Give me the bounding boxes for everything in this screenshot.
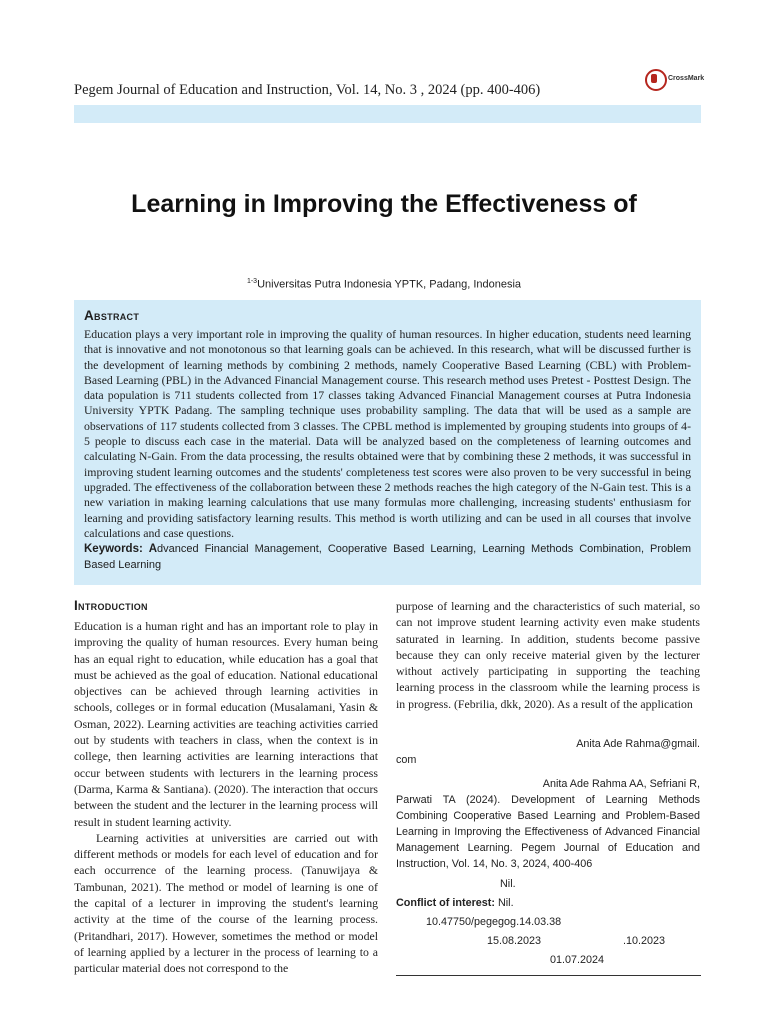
keywords-label: Keywords:	[84, 543, 143, 556]
dates-row	[396, 933, 700, 949]
affiliation	[0, 278, 768, 291]
abstract-text: Education plays a very important role in improving the quality of human resources. In higher education, students need learning that is innovative and not monotonous so that learning goals can be achieved. In this research, what will be discussed further is the development of learning methods by combining 2 methods, namely Cooperative Based Learning (CBL) with Problem-Based Learning (PBL) in the Advanced Financial Management course. This research method uses Pretest - Posttest Design. The data population is 711 students collected from 17 classes taking Advanced Financial Management courses at Putra Indonesia University YPTK Padang. The sampling technique uses probability sampling. The data that will be used as a sample are observations of 117 students collected from 3 classes. The CPBL method is implemented by grouping students into groups of 4-5 people to discuss each case in the material. Data will be analyzed based on the completeness of learning outcomes and calculating N-Gain. From the data processing, the results obtained were that by combining these 2 methods, it was successful in improving student learning outcomes and the students' completeness test scores were also proven to be very successful in being upgraded. The effectiveness of the collaboration between these 2 methods reaches the high category of the N-Gain test. This is a new variation in making learning calculations that use many formulas more challenging, increasing students' enthusiasm for learning and providing satisfactory learning results. This method is worth utilizing and can be used in all courses that involve calculations and case questions.	[84, 327, 691, 540]
conflict-of-interest	[396, 895, 700, 911]
right-column	[396, 598, 700, 968]
citation-text: Parwati TA (2024). Development of Learning Methods Combining Cooperative Based Learning and Problem-Based Learning in Improving the Effectiveness of Advanced Financial Management Learning. Pegem Journal of Education and Instruction, Vol. 14, No. 3, 2024, 400-406	[396, 794, 700, 871]
left-column	[74, 598, 378, 977]
article-footnote	[396, 736, 700, 968]
funding-value: Nil.	[500, 878, 516, 891]
doi[interactable]: 10.47750/pegegog.14.03.38	[426, 916, 562, 929]
article-title: Learning in Improving the Effectiveness of	[131, 190, 637, 218]
abstract-box	[74, 300, 701, 585]
conflict-label: Conflict of interest:	[396, 897, 495, 910]
affiliation-text: Universitas Putra Indonesia YPTK, Padang, Indonesia	[257, 278, 522, 291]
introduction-paragraph-1: Education is a human right and has an important role to play in improving the quality of human resources. Every human being has an equal right to education, while education has a goal that must be achieved as the goal of education. National educational objectives can be achieved through learning activities in schools, colleges or in formal education (Musalamani, Yasin & Osman, 2022). Learning activities are teaching activities carried out by students with teachers in class, when the context is in college, then learning activities are learning interactions that occur between students with lecturers in the learning process (Darma, Karma & Santiana). (2020). The interaction that occurs between the student and the lecturer in the learning process will result in student learning activity.	[74, 619, 378, 829]
header-band	[74, 105, 701, 123]
conflict-value: Nil.	[497, 897, 514, 910]
citation-line-1: Anita Ade Rahma AA, Sefriani R,	[542, 778, 700, 791]
footnote-divider	[396, 975, 701, 976]
introduction-paragraph-3: purpose of learning and the characteristics of such material, so can not improve student learning activity even make students saturated in learning. In addition, students become passive because they can only receive material given by the lecturer without actively participating in supporting the teaching learning process in the classroom while the learning process is in progress. (Febrilia, dkk, 2020). As a result of the application	[396, 599, 700, 711]
revised-date: .10.2023	[623, 935, 666, 948]
keywords-first-letter: A	[148, 543, 157, 556]
affiliation-superscript: 1-3	[246, 278, 258, 285]
keywords	[84, 541, 691, 574]
journal-header: Pegem Journal of Education and Instruction, Vol. 14, No. 3 , 2024 (pp. 400-406)	[74, 82, 541, 98]
crossmark-label: CrossMark	[668, 75, 705, 82]
abstract-heading: Abstract	[84, 308, 140, 323]
crossmark-badge[interactable]	[645, 69, 703, 95]
crossmark-icon-mark	[651, 74, 657, 83]
keywords-text: dvanced Financial Management, Cooperative Based Learning, Learning Methods Combination, Problem Based Learning	[84, 543, 691, 572]
received-date: 15.08.2023	[487, 935, 542, 948]
accepted-date: 01.07.2024	[550, 954, 605, 967]
email-line-1[interactable]: Anita Ade Rahma@gmail.	[576, 738, 700, 751]
introduction-paragraph-2: Learning activities at universities are carried out with different methods or models for each level of education and for each occurrence of the learning process. (Tanuwijaya & Tambunan, 2021). The method or model of learning is one of the capital of a lecturer in improving the student's learning activity at the time of the course of the learning process. (Pritandhari, 2017). However, sometimes the method or model of learning applied by a lecturer in the process of learning to a particular material does not correspond to the	[74, 830, 378, 976]
email-line-2[interactable]: com	[396, 754, 417, 767]
introduction-heading: Introduction	[74, 598, 148, 613]
